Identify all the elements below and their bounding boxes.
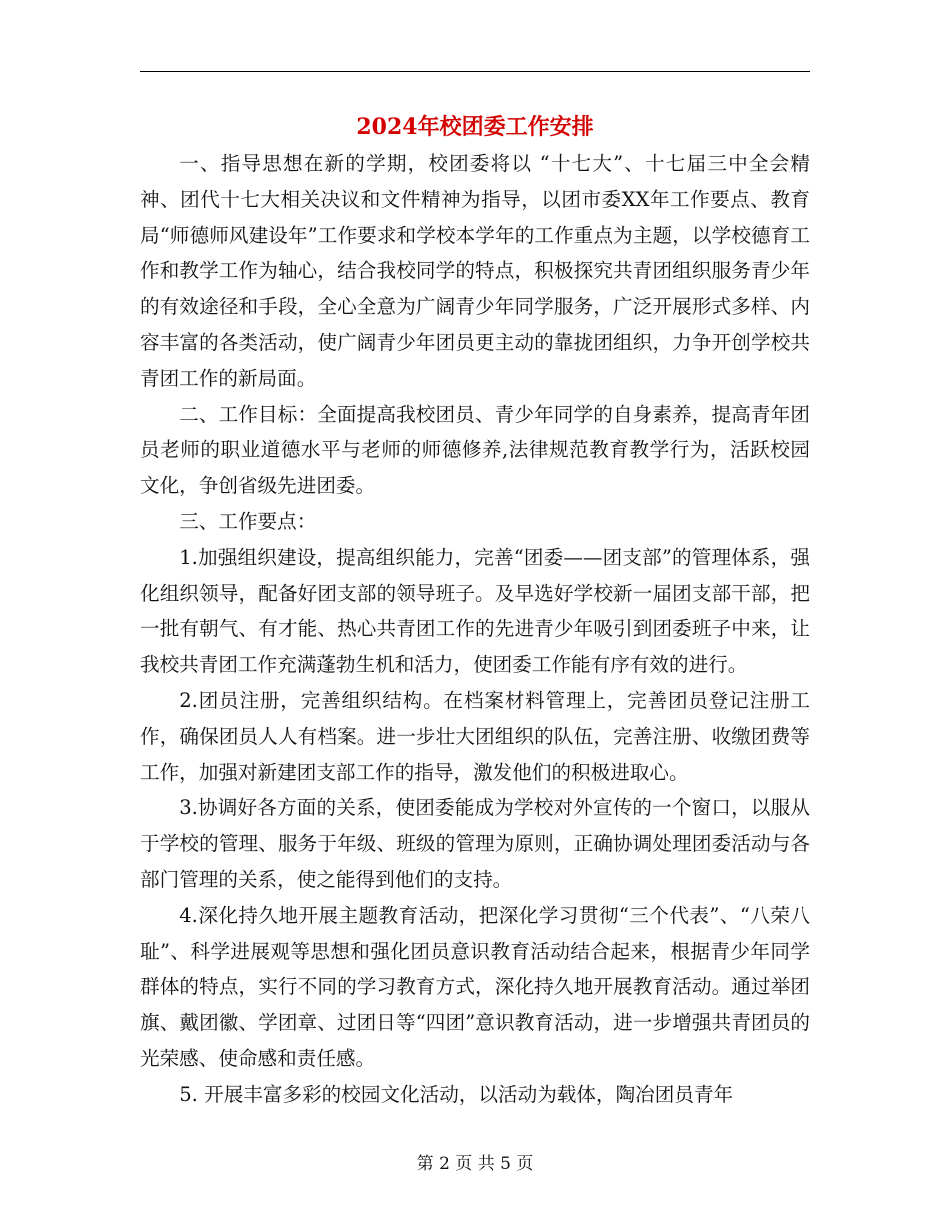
document-title: 2024年校团委工作安排 [356,114,594,140]
paragraph-work-points-heading: 三、工作要点： [179,509,317,533]
paragraph-item-3: 3.协调好各方面的关系，使团委能成为学校对外宣传的一个窗口，以服从于学校的管理、服务于年级、班级的管理为原则，正确协调处理团委活动与各部门管理的关系，使之能得到他们的支持。 [140,796,810,891]
header-rule [140,71,810,72]
paragraph-item-2: 2.团员注册，完善组织结构。在档案材料管理上，完善团员登记注册工作，确保团员人人有档案。进一步壮大团组织的队伍，完善注册、收缴团费等工作，加强对新建团支部工作的指导，激发他们的积极进取心。 [140,688,810,784]
document-body [140,146,810,1113]
paragraph-item-1: 1.加强组织建设，提高组织能力，完善“团委——团支部”的管理体系，强化组织领导，配备好团支部的领导班子。及早选好学校新一届团支部干部，把一批有朝气、有才能、热心共青团工作的先进青少年吸引到团委班子中来，让我校共青团工作充满蓬勃生机和活力，使团委工作能有序有效的进行。 [140,545,810,677]
page-number-footer: 第 2 页 共 5 页 [416,1154,534,1174]
paragraph-work-goals: 二、工作目标：全面提高我校团员、青少年同学的自身素养，提高青年团员老师的职业道德水平与老师的师德修养,法律规范教育教学行为，活跃校园文化，争创省级先进团委。 [140,402,810,498]
paragraph-guiding-ideology: 一、指导思想在新的学期，校团委将以 “十七大”、十七届三中全会精神、团代十七大相关决议和文件精神为指导，以团市委XX年工作要点、教育局“师德师风建设年”工作要求和学校本学年的工作重点为主题，以学校德育工作和教学工作为轴心，结合我校同学的特点，积极探究共青团组织服务青少年的有效途径和手段，全心全意为广阔青少年同学服务，广泛开展形式多样、内容丰富的各类活动，使广阔青少年团员更主动的靠拢团组织，力争开创学校共青团工作的新局面。 [140,152,810,390]
paragraph-item-5: 5. 开展丰富多彩的校园文化活动，以活动为载体，陶冶团员青年 [179,1082,734,1106]
paragraph-item-4: 4.深化持久地开展主题教育活动，把深化学习贯彻“三个代表”、“八荣八耻”、科学进展观等思想和强化团员意识教育活动结合起来，根据青少年同学群体的特点，实行不同的学习教育方式，深化持久地开展教育活动。通过举团旗、戴团徽、学团章、过团日等“四团”意识教育活动，进一步增强共青团员的光荣感、使命感和责任感。 [140,903,810,1070]
